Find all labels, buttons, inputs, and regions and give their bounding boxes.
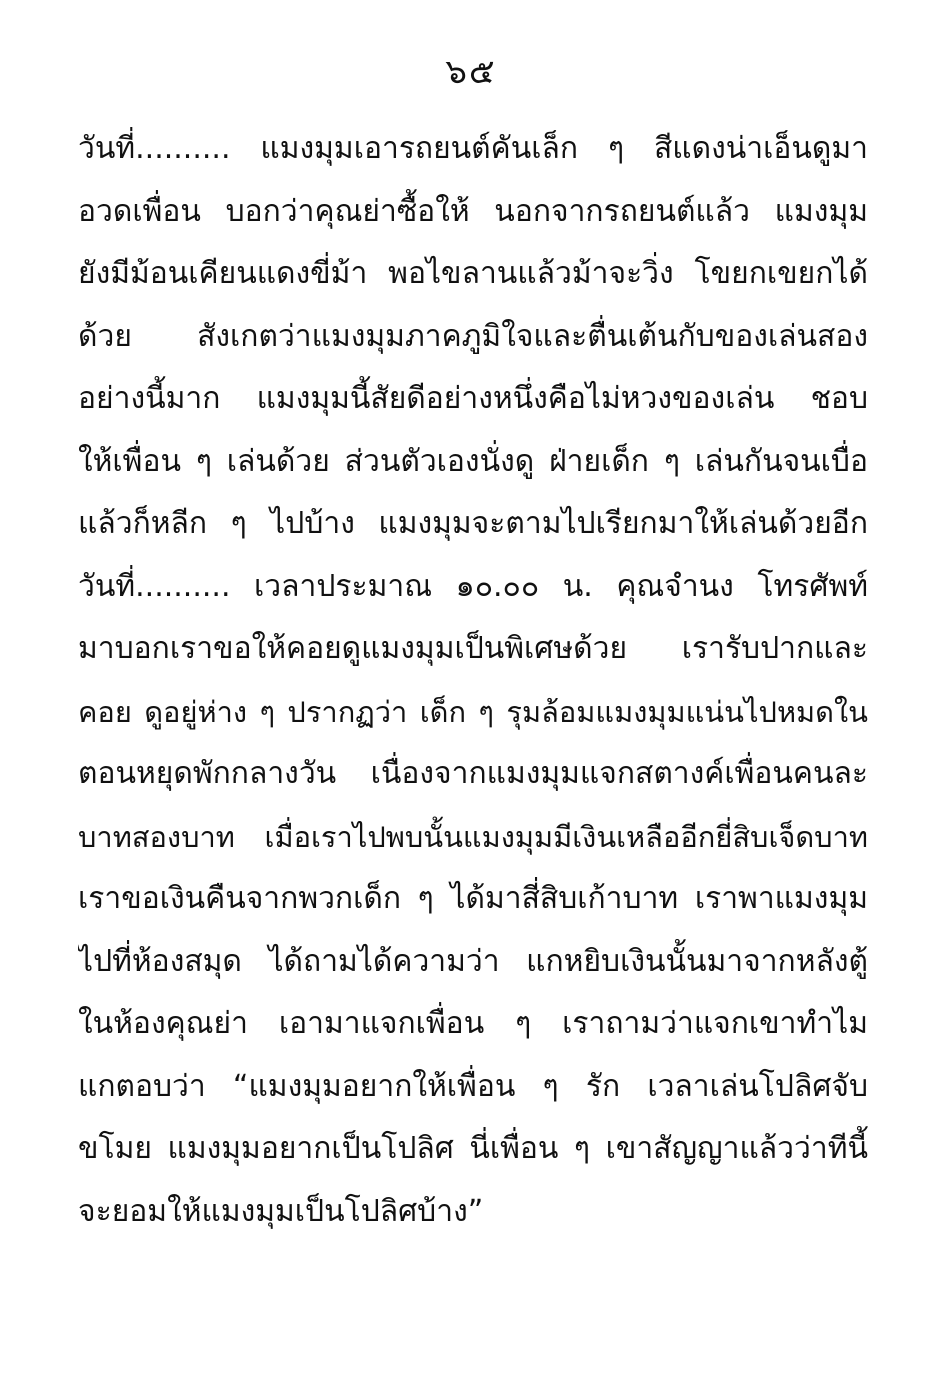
text-line: ให้เพื่อน ๆ เล่นด้วย ส่วนตัวเองนั่งดู ฝ่ายเด็ก ๆ เล่นกันจนเบื่อ xyxy=(78,443,868,479)
text-line: ด้วย สังเกตว่าแมงมุมภาคภูมิใจและตื่นเต้นกับของเล่นสอง xyxy=(78,318,868,354)
text-line: วันที่.......... แมงมุมเอารถยนต์คันเล็ก ๆ สีแดงน่าเอ็นดูมา xyxy=(78,131,868,166)
text-line: ยังมีม้อนเคียนแดงขี่ม้า พอไขลานแล้วม้าจะวิ่ง โขยกเขยกได้ xyxy=(78,256,868,291)
text-line: แล้วก็หลีก ๆ ไปบ้าง แมงมุมจะตามไปเรียกมาให้เล่นด้วยอีก xyxy=(78,506,868,541)
text-line: มาบอกเราขอให้คอยดูแมงมุมเป็นพิเศษด้วย เรารับปากและ xyxy=(78,631,868,666)
text-line: ในห้องคุณย่า เอามาแจกเพื่อน ๆ เราถามว่าแจกเขาทำไม xyxy=(78,1006,868,1041)
text-line: คอย ดูอยู่ห่าง ๆ ปรากฏว่า เด็ก ๆ รุมล้อมแมงมุมแน่นไปหมดใน xyxy=(78,694,868,729)
text-line: จะยอมให้แมงมุมเป็นโปลิศบ้าง” xyxy=(78,1193,484,1229)
text-line: อวดเพื่อน บอกว่าคุณย่าซื้อให้ นอกจากรถยนต์แล้ว แมงมุม xyxy=(78,193,868,229)
text-line: แกตอบว่า “แมงมุมอยากให้เพื่อน ๆ รัก เวลาเล่นโปลิศจับ xyxy=(78,1068,868,1104)
text-line: ขโมย แมงมุมอยากเป็นโปลิศ นี่เพื่อน ๆ เขาสัญญาแล้วว่าทีนี้ xyxy=(78,1131,868,1166)
text-line: วันที่.......... เวลาประมาณ ๑๐.๐๐ น. คุณจำนง โทรศัพท์ xyxy=(78,568,868,604)
text-line: อย่างนี้มาก แมงมุมนี้สัยดีอย่างหนึ่งคือไม่หวงของเล่น ชอบ xyxy=(78,381,868,416)
text-line: ตอนหยุดพักกลางวัน เนื่องจากแมงมุมแจกสตางค์เพื่อนคนละ xyxy=(78,756,868,791)
text-line: ไปที่ห้องสมุด ได้ถามได้ความว่า แกหยิบเงินนั้นมาจากหลังตู้ xyxy=(78,943,868,979)
text-line: เราขอเงินคืนจากพวกเด็ก ๆ ได้มาสี่สิบเก้าบาท เราพาแมงมุม xyxy=(78,881,868,916)
page-number: ๖๕ xyxy=(445,52,497,92)
text-line: บาทสองบาท เมื่อเราไปพบนั้นแมงมุมมีเงินเหลืออีกยี่สิบเจ็ดบาท xyxy=(78,819,868,854)
body-text xyxy=(78,118,868,1243)
